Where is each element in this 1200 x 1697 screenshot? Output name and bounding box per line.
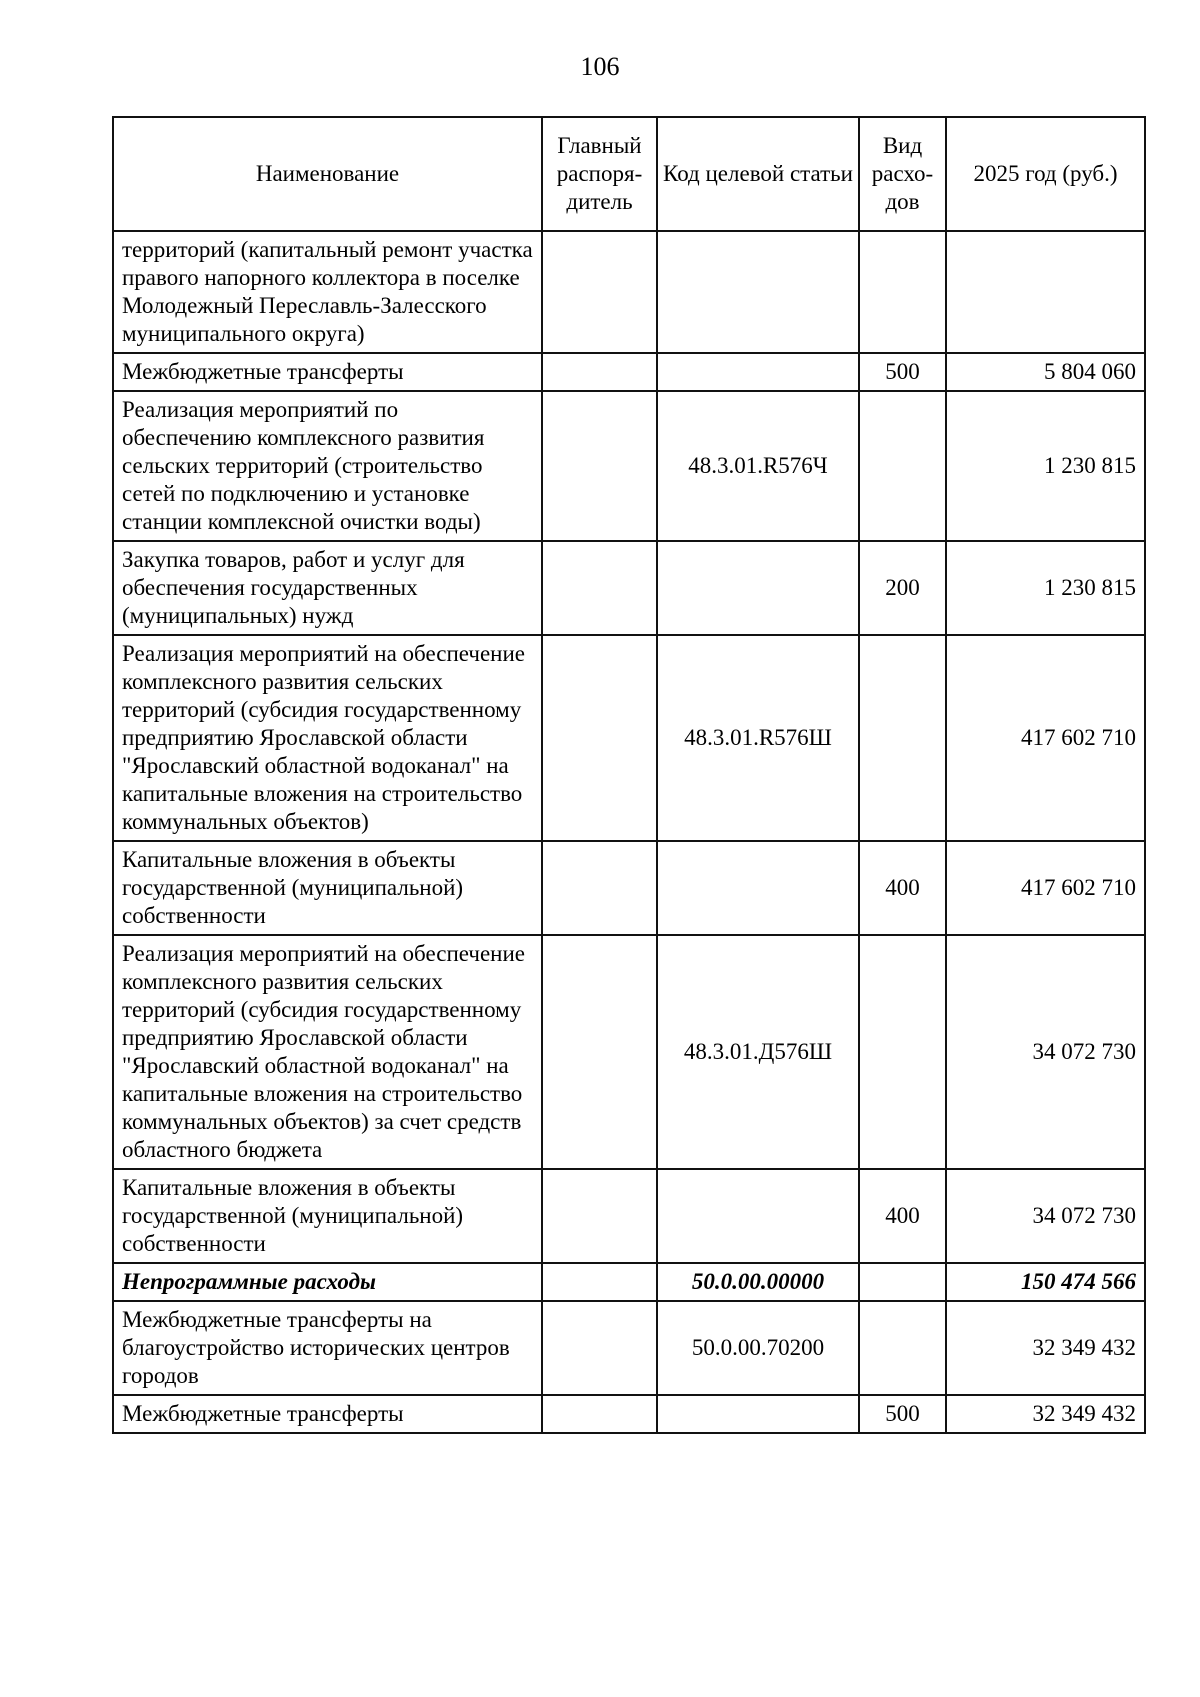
row-code: 50.0.00.70200 bbox=[657, 1301, 859, 1395]
row-name: Межбюджетные трансферты bbox=[113, 1395, 542, 1433]
row-admin bbox=[542, 1395, 657, 1433]
row-code bbox=[657, 841, 859, 935]
row-type: 500 bbox=[859, 1395, 946, 1433]
row-name: Реализация мероприятий на обеспечение комплексного развития сельских территорий (субсидия государственному предприятию Ярославской области "Ярославский областной водоканал" на капитальные вложения на строительство коммунальных объектов) за счет средств областного бюджета bbox=[113, 935, 542, 1169]
row-admin bbox=[542, 935, 657, 1169]
header-name: Наименование bbox=[113, 117, 542, 231]
row-admin bbox=[542, 391, 657, 541]
row-amount: 1 230 815 bbox=[946, 541, 1145, 635]
row-code bbox=[657, 353, 859, 391]
row-name: Реализация мероприятий по обеспечению комплексного развития сельских территорий (строительство сетей по подключению и установке станции комплексной очистки воды) bbox=[113, 391, 542, 541]
header-code: Код целевой статьи bbox=[657, 117, 859, 231]
row-admin bbox=[542, 541, 657, 635]
row-type bbox=[859, 391, 946, 541]
row-admin bbox=[542, 841, 657, 935]
row-code bbox=[657, 231, 859, 353]
row-amount bbox=[946, 231, 1145, 353]
table-row bbox=[113, 541, 1145, 635]
row-name: Межбюджетные трансферты на благоустройство исторических центров городов bbox=[113, 1301, 542, 1395]
row-name: Непрограммные расходы bbox=[113, 1263, 542, 1301]
row-admin bbox=[542, 1301, 657, 1395]
header-amount: 2025 год (руб.) bbox=[946, 117, 1145, 231]
row-code: 48.3.01.R576Ч bbox=[657, 391, 859, 541]
table-row-total bbox=[113, 1263, 1145, 1301]
row-admin bbox=[542, 231, 657, 353]
row-name: Капитальные вложения в объекты государственной (муниципальной) собственности bbox=[113, 1169, 542, 1263]
table-row bbox=[113, 1301, 1145, 1395]
row-name: Капитальные вложения в объекты государственной (муниципальной) собственности bbox=[113, 841, 542, 935]
row-code: 50.0.00.00000 bbox=[657, 1263, 859, 1301]
budget-table bbox=[112, 116, 1146, 1434]
row-code bbox=[657, 541, 859, 635]
row-amount: 34 072 730 bbox=[946, 1169, 1145, 1263]
row-amount: 417 602 710 bbox=[946, 635, 1145, 841]
table-row bbox=[113, 391, 1145, 541]
row-amount: 5 804 060 bbox=[946, 353, 1145, 391]
row-admin bbox=[542, 1169, 657, 1263]
row-name: Реализация мероприятий на обеспечение комплексного развития сельских территорий (субсидия государственному предприятию Ярославской области "Ярославский областной водоканал" на капитальные вложения на строительство коммунальных объектов) bbox=[113, 635, 542, 841]
row-name: Закупка товаров, работ и услуг для обеспечения государственных (муниципальных) нужд bbox=[113, 541, 542, 635]
table-row bbox=[113, 231, 1145, 353]
row-name: Межбюджетные трансферты bbox=[113, 353, 542, 391]
header-admin: Главный распоря-дитель bbox=[542, 117, 657, 231]
row-type bbox=[859, 1263, 946, 1301]
page-number: 106 bbox=[580, 52, 620, 81]
row-code bbox=[657, 1395, 859, 1433]
row-amount: 417 602 710 bbox=[946, 841, 1145, 935]
row-type bbox=[859, 1301, 946, 1395]
row-name: территорий (капитальный ремонт участка правого напорного коллектора в поселке Молодежный Переславль-Залесского муниципального округа) bbox=[113, 231, 542, 353]
row-admin bbox=[542, 635, 657, 841]
table-row bbox=[113, 635, 1145, 841]
row-admin bbox=[542, 1263, 657, 1301]
row-admin bbox=[542, 353, 657, 391]
row-amount: 1 230 815 bbox=[946, 391, 1145, 541]
row-amount: 150 474 566 bbox=[946, 1263, 1145, 1301]
row-type: 400 bbox=[859, 841, 946, 935]
table-row bbox=[113, 841, 1145, 935]
row-code: 48.3.01.Д576Ш bbox=[657, 935, 859, 1169]
row-code bbox=[657, 1169, 859, 1263]
table-row bbox=[113, 1169, 1145, 1263]
row-amount: 34 072 730 bbox=[946, 935, 1145, 1169]
row-type: 500 bbox=[859, 353, 946, 391]
row-code: 48.3.01.R576Ш bbox=[657, 635, 859, 841]
row-type: 200 bbox=[859, 541, 946, 635]
row-type bbox=[859, 635, 946, 841]
table-row bbox=[113, 1395, 1145, 1433]
row-amount: 32 349 432 bbox=[946, 1301, 1145, 1395]
table-header-row bbox=[113, 117, 1145, 231]
table-row bbox=[113, 353, 1145, 391]
row-amount: 32 349 432 bbox=[946, 1395, 1145, 1433]
header-type: Вид расхо-дов bbox=[859, 117, 946, 231]
row-type bbox=[859, 231, 946, 353]
table-row bbox=[113, 935, 1145, 1169]
row-type: 400 bbox=[859, 1169, 946, 1263]
row-type bbox=[859, 935, 946, 1169]
